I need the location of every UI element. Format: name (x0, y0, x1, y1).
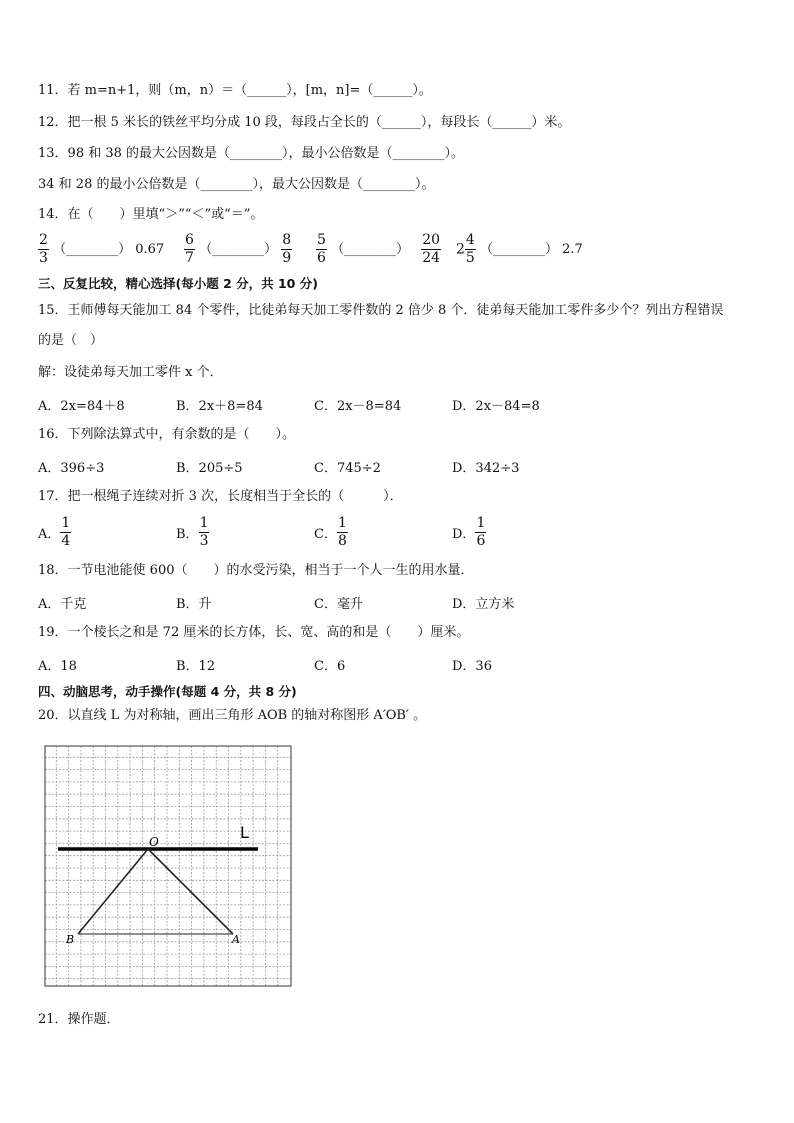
q18-option-c[interactable]: C．毫升 (314, 597, 363, 612)
question-13-part1: 13．98 和 38 的最大公因数是（________），最小公倍数是（________）。 (38, 146, 465, 161)
q16-option-b[interactable]: B．205÷5 (176, 461, 243, 476)
q17-option-a[interactable]: A． $\frac{1}{4}$ (38, 515, 71, 549)
question-12: 12．把一根 5 米长的铁丝平均分成 10 段，每段占全长的（______），每段长（______）米。 (38, 115, 571, 130)
q15-option-a[interactable]: A．2x=84＋8 (38, 399, 125, 414)
q19-option-b[interactable]: B．12 (176, 659, 216, 674)
question-19: 19．一个棱长之和是 72 厘米的长方体，长、宽、高的和是（ ）厘米。 (38, 625, 470, 640)
blank-f[interactable]: （________） (479, 242, 558, 257)
question-14: 14．在（ ）里填“＞”“＜”或“＝”。 (38, 207, 264, 222)
fraction-a: $\frac{2}{3}$ (39, 232, 48, 266)
question-21: 21．操作题． (38, 1012, 120, 1027)
q16-option-a[interactable]: A．396÷3 (38, 461, 105, 476)
mixed-whole: 2 (456, 241, 465, 258)
point-b-label: B (66, 933, 75, 946)
q18-option-a[interactable]: A．千克 (38, 597, 87, 612)
question-13-part2: 34 和 28 的最小公倍数是（________），最大公因数是（________）。 (38, 177, 435, 192)
question-15-line3: 解：设徒弟每天加工零件 x 个． (38, 365, 223, 380)
question-15-line1: 15．王师傅每天能加工 84 个零件，比徒弟每天加工零件数的 2 倍少 8 个．徒弟每天能加工零件多少个？列出方程错误 (38, 303, 724, 318)
q19-option-c[interactable]: C．6 (314, 659, 346, 674)
q15-option-c[interactable]: C．2x－8=84 (314, 399, 402, 414)
segment-oa (148, 849, 233, 934)
section-4-heading: 四、动脑思考，动手操作(每题 4 分，共 8 分) (38, 684, 297, 699)
q19-option-a[interactable]: A．18 (38, 659, 77, 674)
symmetry-grid-figure (44, 745, 292, 987)
q19-option-d[interactable]: D．36 (452, 659, 492, 674)
fraction-c: $\frac{8}{9}$ (282, 232, 292, 266)
fraction-d: $\frac{5}{6}$ (317, 232, 326, 266)
segment-ob (78, 849, 148, 934)
question-11: 11．若 m=n+1，则（m，n）＝（______），[m，n]=（______）。 (38, 83, 432, 98)
question-16: 16．下列除法算式中，有余数的是（ ）。 (38, 427, 296, 442)
fraction-f: $\frac{4}{5}$ (465, 232, 475, 266)
q16-option-c[interactable]: C．745÷2 (314, 461, 381, 476)
blank-d[interactable]: （________） (331, 242, 410, 257)
fraction-b: $\frac{6}{7}$ (185, 232, 194, 266)
section-3-heading: 三、反复比较，精心选择(每小题 2 分，共 10 分) (38, 276, 318, 291)
q17-option-c[interactable]: C． $\frac{1}{8}$ (314, 515, 347, 549)
q16-option-d[interactable]: D．342÷3 (452, 461, 520, 476)
fraction-e: $\frac{20}{24}$ (422, 232, 441, 266)
blank-a[interactable]: （________） (53, 242, 132, 257)
q17-option-b[interactable]: B． $\frac{1}{3}$ (176, 515, 209, 549)
question-17: 17．把一根绳子连续对折 3 次，长度相当于全长的（ ）． (38, 489, 403, 504)
point-o-label: O (149, 835, 159, 849)
question-18: 18．一节电池能使 600（ ）的水受污染，相当于一个人一生的用水量． (38, 563, 474, 578)
point-a-label: A (232, 933, 240, 946)
q18-option-d[interactable]: D．立方米 (452, 597, 515, 612)
axis-label: L (240, 823, 249, 842)
q18-option-b[interactable]: B．升 (176, 597, 212, 612)
q17-option-d[interactable]: D． $\frac{1}{6}$ (452, 515, 486, 549)
q15-option-d[interactable]: D．2x－84=8 (452, 399, 540, 414)
q15-option-b[interactable]: B．2x＋8=84 (176, 399, 263, 414)
blank-b[interactable]: （________） (199, 242, 278, 257)
question-20: 20．以直线 L 为对称轴，画出三角形 AOB 的轴对称图形 A′OB′ 。 (38, 708, 427, 723)
question-15-line2: 的是（ ） (38, 333, 104, 348)
